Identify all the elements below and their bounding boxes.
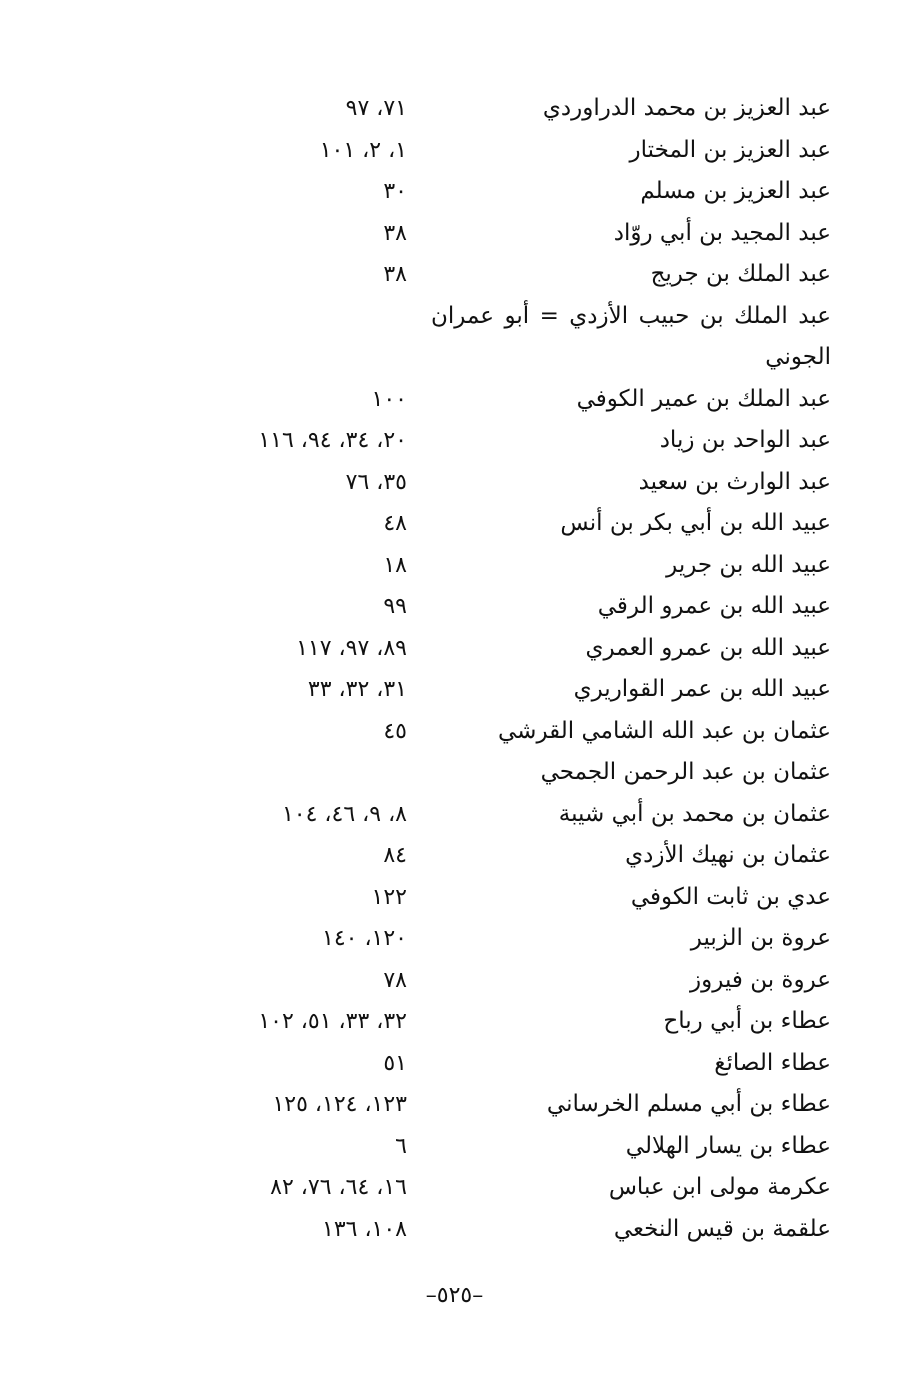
- entry-name: عبيد الله بن عمر القواريري: [573, 676, 831, 702]
- index-entry: [0, 420, 909, 462]
- index-entry: [0, 462, 909, 504]
- entry-name: عثمان بن عبد الرحمن الجمحي: [540, 759, 831, 785]
- entry-pages: ٦: [395, 1133, 407, 1159]
- index-entry: [0, 628, 909, 670]
- entry-pages: ١٨: [383, 552, 407, 578]
- entry-pages: ١٢٢: [371, 884, 407, 910]
- index-entry: [0, 1209, 909, 1251]
- entry-pages: ١٠٨، ١٣٦: [322, 1216, 407, 1242]
- entry-pages: ٧١، ٩٧: [345, 96, 407, 121]
- index-entry: [0, 669, 909, 711]
- entry-name: عثمان بن محمد بن أبي شيبة: [558, 800, 831, 827]
- index-entry: [0, 296, 909, 338]
- index-entry: [0, 918, 909, 960]
- index-entry: [0, 1001, 909, 1043]
- index-entry: [0, 960, 909, 1002]
- entry-name: عدي بن ثابت الكوفي: [630, 883, 831, 910]
- index-entry: [0, 545, 909, 587]
- index-entry: [0, 1126, 909, 1168]
- entry-name: عبد الملك بن عمير الكوفي: [576, 385, 831, 412]
- entry-pages: ٨٤: [383, 843, 407, 868]
- entry-name: عبد الواحد بن زياد: [659, 427, 831, 453]
- entry-pages: ٣٥، ٧٦: [345, 469, 407, 495]
- index-entry: [0, 171, 909, 213]
- entry-name: عبيد الله بن أبي بكر بن أنس: [560, 510, 831, 536]
- entry-name: عبد العزيز بن محمد الدراوردي: [542, 95, 831, 121]
- entry-name: عطاء بن أبي مسلم الخرساني: [546, 1091, 831, 1117]
- index-entry: [0, 1167, 909, 1209]
- entry-pages: ٩٩: [383, 594, 407, 619]
- index-entry: [0, 1043, 909, 1085]
- entry-name: الجوني: [765, 344, 831, 370]
- index-entry: [0, 213, 909, 255]
- page-number: –٥٢٥–: [425, 1283, 484, 1308]
- entry-pages: ١٠٠: [371, 386, 407, 412]
- narrator-index-list: [0, 88, 909, 1250]
- entry-name: عروة بن فيروز: [690, 966, 831, 993]
- entry-pages: ١٦، ٦٤، ٧٦، ٨٢: [270, 1175, 407, 1200]
- index-entry: [0, 877, 909, 919]
- index-entry: [0, 586, 909, 628]
- entry-name: عطاء الصائغ: [714, 1049, 831, 1076]
- entry-name: عبد الملك بن حبيب الأزدي = أبو عمران: [431, 302, 831, 329]
- entry-pages: ٨٩، ٩٧، ١١٧: [296, 635, 407, 661]
- index-entry: [0, 88, 909, 130]
- entry-pages: ٤٥: [383, 718, 407, 744]
- index-entry-continuation: [0, 337, 909, 379]
- entry-pages: ٤٨: [383, 511, 407, 536]
- entry-pages: ٣٠: [383, 179, 407, 204]
- entry-name: عبد المجيد بن أبي روّاد: [613, 219, 831, 246]
- index-entry: [0, 1084, 909, 1126]
- index-entry: [0, 794, 909, 836]
- index-entry: [0, 503, 909, 545]
- entry-name: عبيد الله بن جرير: [666, 551, 831, 578]
- entry-name: عبد الوارث بن سعيد: [638, 468, 831, 495]
- entry-name: عطاء بن يسار الهلالي: [625, 1132, 831, 1159]
- entry-name: عكرمة مولى ابن عباس: [608, 1174, 831, 1200]
- entry-name: علقمة بن قيس النخعي: [613, 1215, 831, 1242]
- entry-name: عبيد الله بن عمرو الرقي: [597, 593, 831, 619]
- entry-pages: ٣٨: [383, 262, 407, 287]
- entry-name: عثمان بن عبد الله الشامي القرشي: [498, 717, 831, 744]
- entry-pages: ١٢٣، ١٢٤، ١٢٥: [272, 1092, 407, 1117]
- index-entry: [0, 752, 909, 794]
- index-entry: [0, 130, 909, 172]
- entry-name: عروة بن الزبير: [690, 925, 831, 951]
- entry-pages: ٥١: [383, 1050, 407, 1076]
- entry-name: عبيد الله بن عمرو العمري: [585, 634, 831, 661]
- entry-name: عثمان بن نهيك الأزدي: [625, 842, 831, 868]
- index-entry: [0, 835, 909, 877]
- entry-pages: ٣١، ٣٢، ٣٣: [307, 677, 407, 702]
- entry-pages: ١٢٠، ١٤٠: [322, 926, 407, 951]
- entry-name: عبد العزيز بن مسلم: [640, 178, 831, 204]
- entry-pages: ٧٨: [383, 967, 407, 993]
- entry-pages: ٨، ٩، ٤٦، ١٠٤: [281, 801, 407, 827]
- entry-name: عبد الملك بن جريج: [650, 261, 831, 287]
- entry-pages: ١، ٢، ١٠١: [319, 137, 407, 163]
- index-entry: [0, 379, 909, 421]
- entry-pages: ٣٨: [383, 220, 407, 246]
- entry-name: عبد العزيز بن المختار: [629, 136, 831, 163]
- entry-pages: ٣٢، ٣٣، ٥١، ١٠٢: [258, 1009, 407, 1034]
- entry-name: عطاء بن أبي رباح: [663, 1008, 831, 1034]
- entry-pages: ٢٠، ٣٤، ٩٤، ١١٦: [258, 428, 407, 453]
- index-entry: [0, 254, 909, 296]
- index-entry: [0, 711, 909, 753]
